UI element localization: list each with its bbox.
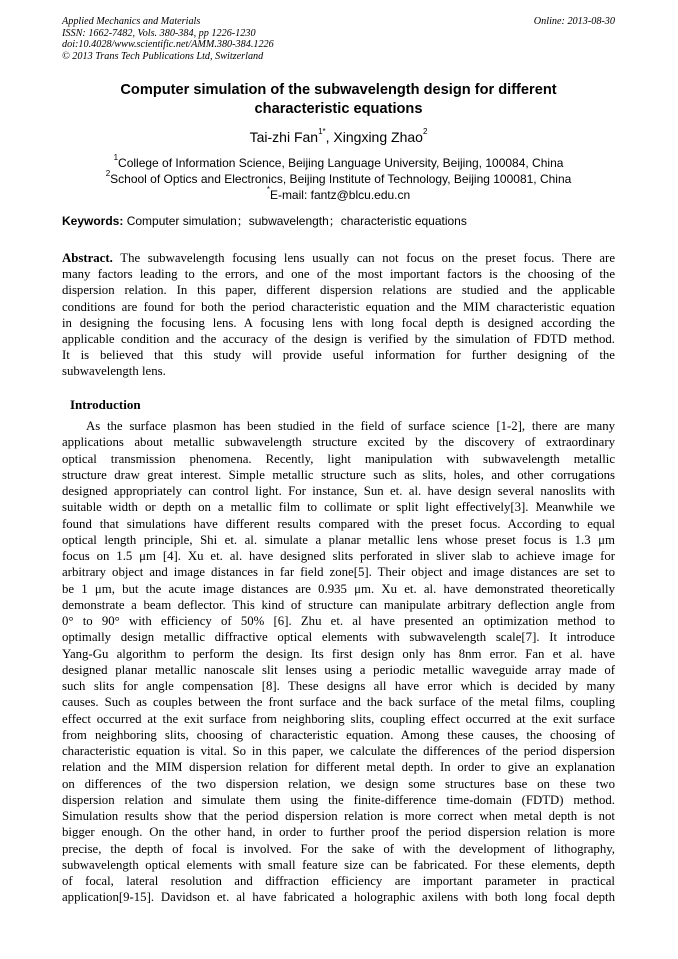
intro-line: Yang-Gu algorithm to perform the design. Its first design only has 8nm error. Fan et al. have	[62, 646, 615, 661]
intro-line: demonstrate a beam deflector. This kind of structure can manipulate arbitrary deflection angle from	[62, 597, 615, 612]
intro-line: bigger enough. On the other hand, in order to further proof the period dispersion relation is more	[62, 825, 615, 840]
intro-line: of focal, lateral resolution and diffraction efficiency are important parameter in practical	[62, 874, 615, 888]
intro-line: on differences of the two dispersion relation, we design some structures base on these two	[62, 776, 615, 791]
doi-line: doi:10.4028/www.scientific.net/AMM.380-384.1226	[62, 39, 274, 51]
affiliation-2	[62, 171, 615, 187]
intro-line: Simulation results show that the period dispersion relation is more correct when metal depth is not	[62, 809, 615, 823]
intro-line: focus on 1.5 μm [4]. Xu et. al. have designed slits perforated in sliver slab to achieve image for	[62, 549, 615, 563]
title-line-1: Computer simulation of the subwavelength design for different	[120, 82, 557, 98]
abstract-line-text: The subwavelength focusing lens usually can not focus on the preset focus. There are	[112, 251, 615, 265]
intro-line: optical transmission phenomena. Recently, light manipulation with subwavelength metallic	[62, 451, 615, 466]
intro-line: subwavelength optical elements with small feature size can be fabricated. For these elements, depth	[62, 857, 615, 872]
intro-line: found that simulations have different results compared with the preset focus. According to equal	[62, 516, 615, 531]
journal-name: Applied Mechanics and Materials	[62, 16, 201, 27]
author-1-affil-mark: 1*	[318, 127, 326, 136]
author-list	[62, 129, 615, 146]
paper-title	[62, 81, 615, 119]
journal-header	[62, 16, 615, 62]
copyright-line: © 2013 Trans Tech Publications Ltd, Switzerland	[62, 50, 264, 62]
abstract-line: conditions are found for both the period characteristic equation and the MIM characteristic equation	[62, 299, 615, 314]
author-2: Xingxing Zhao	[333, 129, 423, 145]
title-line-2: characteristic equations	[254, 101, 423, 117]
issn-line: ISSN: 1662-7482, Vols. 380-384, pp 1226-1230	[62, 27, 256, 39]
abstract-line: applicable condition and the accuracy of the design is verified by the simulation of FDTD method.	[62, 332, 615, 347]
intro-line: be 1 μm, but the acute image distances are 0.935 μm. Xu et. al. have demonstrated theoretically	[62, 581, 615, 596]
online-date: Online: 2013-08-30	[533, 16, 615, 27]
abstract-line: subwavelength lens.	[62, 364, 166, 379]
intro-line: such slits for angle compensation [8]. These designs all have error which is decided by many	[62, 679, 615, 693]
intro-line: As the surface plasmon has been studied in the field of surface science [1-2], there are many	[86, 419, 615, 433]
intro-line: relation and the MIM dispersion relation for different metal depth. In order to give an explanation	[62, 760, 615, 775]
abstract	[62, 250, 615, 380]
intro-line: arbitrary object and image distances in far field zone[5]. Their object and image distances are set to	[62, 565, 615, 580]
intro-line: from neighboring slits, choosing of characteristic equation. Among these causes, the choosing of	[62, 727, 615, 742]
affiliation-2-mark: 2	[105, 169, 111, 178]
intro-line: 0° to 90° with efficiency of 50% [6]. Zhu et. al have presented an optimization method to	[62, 614, 615, 628]
abstract-line: dispersion relation. In this paper, different dispersion relations are studied and the applicable	[62, 283, 615, 298]
abstract-line	[62, 250, 615, 266]
intro-line: effect occurred at the exit surface from neighboring slits, coupling effect occurred at the exit surface	[62, 711, 615, 726]
abstract-label: Abstract.	[62, 251, 113, 265]
section-heading-introduction: Introduction	[70, 397, 141, 412]
keywords	[62, 213, 615, 229]
affiliations	[62, 155, 615, 203]
intro-line: optimally design metallic diffractive optical elements with subwavelength scale[7]. It introduce	[62, 630, 615, 645]
affiliation-1-text: College of Information Science, Beijing Language University, Beijing, 100084, China	[118, 156, 564, 170]
intro-line: characteristic equation is vital. So in this paper, we calculate the differences of the period dispersion	[62, 744, 615, 758]
intro-line: dispersion relation and simulate them using the finite-difference time-domain (FDTD) method.	[62, 792, 615, 807]
abstract-line: many factors leading to the errors, and one of the most important factors is the choosing of the	[62, 267, 615, 282]
intro-line: optical length principle, Shi et. al. simulate a planar metallic lens whose preset focus is 1.3 μm	[62, 532, 615, 547]
intro-line: designed appropriately can control light. For instance, Sun et. al. have design several nanoslits with	[62, 484, 615, 498]
intro-line: causes. Such as couples between the front surface and the back surface of the metal films, coupling	[62, 695, 615, 710]
affiliation-1	[62, 155, 615, 171]
author-1: Tai-zhi Fan	[249, 129, 319, 145]
abstract-line: It is believed that this study will provide useful information for further designing of the	[62, 348, 615, 363]
intro-line: applications about metallic subwavelength structure excited by the discovery of extraordinary	[62, 435, 615, 450]
author-separator: ,	[325, 129, 334, 145]
abstract-line: in designing the focusing lens. A focusing lens with long focal depth is designed according the	[62, 315, 615, 330]
intro-line: designed planar metallic nanoscale slit lenses using a periodic metallic waveguide array made of	[62, 662, 615, 677]
intro-line: suitable width or depth on a metallic film to collimate or split light effectively[3]. Meanwhile we	[62, 500, 615, 515]
keywords-text: Computer simulation；subwavelength；characteristic equations	[123, 214, 467, 228]
intro-line: precise, the depth of focal is involved. For the sake of with the development of lithography,	[62, 841, 615, 856]
email-text: E-mail: fantz@blcu.edu.cn	[269, 188, 411, 202]
affiliation-1-mark: 1	[113, 153, 119, 162]
keywords-label: Keywords:	[62, 214, 124, 228]
email-mark: *	[266, 185, 270, 194]
intro-line: application[9-15]. Davidson et. al have fabricated a holographic axilens with both long focal depth	[62, 890, 615, 905]
intro-line: structure draw great interest. Simple metallic structure such as slits, holes, and other corrugations	[62, 467, 615, 482]
introduction-body	[62, 418, 615, 906]
affiliation-2-text: School of Optics and Electronics, Beijing Institute of Technology, Beijing 100081, China	[110, 172, 572, 186]
author-2-affil-mark: 2	[422, 127, 428, 136]
contact-email	[62, 187, 615, 203]
